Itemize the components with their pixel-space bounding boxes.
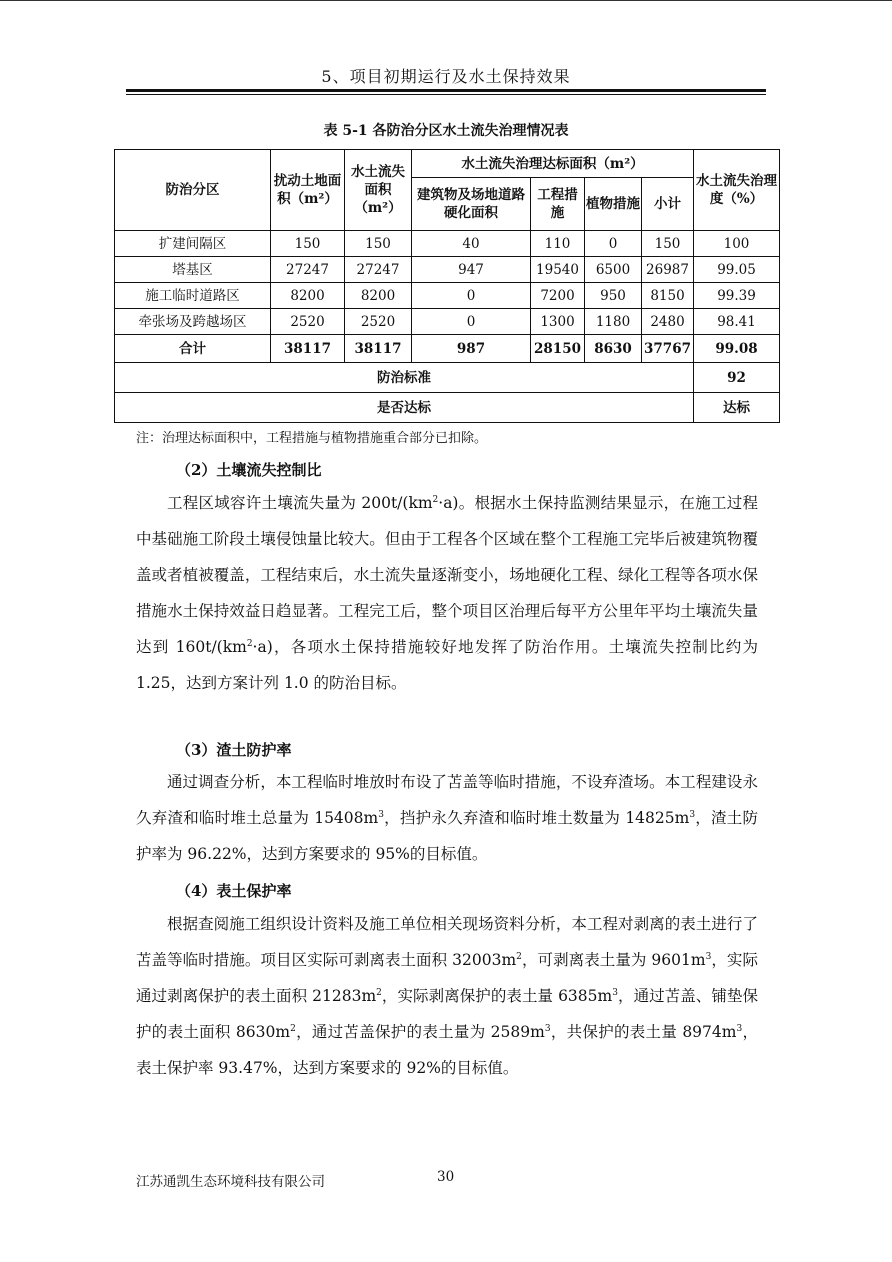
total-cell: 合计: [115, 335, 271, 363]
value-cell: 110: [531, 231, 585, 257]
value-cell: 99.39: [694, 283, 780, 309]
value-cell: 8200: [271, 283, 345, 309]
page-number: 30: [437, 1169, 455, 1185]
total-cell: 28150: [531, 335, 585, 363]
total-cell: 37767: [642, 335, 694, 363]
footer-company: 江苏通凯生态环境科技有限公司: [136, 1174, 325, 1190]
zone-name-cell: 牵张场及跨越场区: [115, 309, 271, 335]
chapter-header: 5、项目初期运行及水土保持效果: [321, 67, 571, 86]
section-3-title: （3）渣土防护率: [176, 741, 292, 759]
value-cell: 27247: [271, 257, 345, 283]
header-buildings: 建筑物及场地道路硬化面积: [412, 178, 531, 231]
table-row: [115, 257, 780, 283]
value-cell: 1180: [585, 309, 642, 335]
value-cell: 150: [642, 231, 694, 257]
top-border: [0, 0, 892, 1]
value-cell: 2480: [642, 309, 694, 335]
total-row: [115, 335, 780, 363]
header-loss-area: 水土流失面积（m²）: [345, 150, 412, 231]
value-cell: 6500: [585, 257, 642, 283]
section-2-paragraph: 工程区域容许土壤流失量为 $200t/(km^2\cdot a)$。根据水土保持监测结果显示，在施工过程中基础施工阶段土壤侵蚀量比较大。但由于工程各个区域在整个工程施工完毕后被建筑物覆盖或者植被覆盖，工程结束后，水土流失量逐渐变小，场地硬化工程、绿化工程等各项水保措施水土保持效益日趋显著。工程完工后，整个项目区治理后每平方公里年平均土壤流失量达到 $160t/(km^2\cdot a)$，各项水土保持措施较好地发挥了防治作用。土壤流失控制比约为 1.25，达到方案计列 1.0 的防治目标。: [136, 494, 759, 692]
zone-name-cell: 塔基区: [115, 257, 271, 283]
table-row: [115, 309, 780, 335]
value-cell: 947: [412, 257, 531, 283]
header-treated-group: 水土流失治理达标面积（m²）: [412, 150, 694, 178]
compliance-row: [115, 393, 780, 423]
value-cell: 2520: [271, 309, 345, 335]
value-cell: 150: [271, 231, 345, 257]
compliance-value: 达标: [694, 393, 780, 423]
value-cell: 0: [412, 283, 531, 309]
section-4-title: （4）表土保护率: [176, 882, 292, 900]
standard-label: 防治标准: [115, 363, 694, 393]
treatment-table: [114, 149, 780, 423]
standard-value: 92: [694, 363, 780, 393]
header-disturbed: 扰动土地面积（m²）: [271, 150, 345, 231]
value-cell: 7200: [531, 283, 585, 309]
header-zone: 防治分区: [115, 150, 271, 231]
total-cell: 99.08: [694, 335, 780, 363]
value-cell: 0: [585, 231, 642, 257]
total-cell: 8630: [585, 335, 642, 363]
header-engineering: 工程措施: [531, 178, 585, 231]
header-rate: 水土流失治理度（%）: [694, 150, 780, 231]
value-cell: 150: [345, 231, 412, 257]
zone-name-cell: 施工临时道路区: [115, 283, 271, 309]
value-cell: 8200: [345, 283, 412, 309]
header-vegetation: 植物措施: [585, 178, 642, 231]
value-cell: 27247: [345, 257, 412, 283]
value-cell: 8150: [642, 283, 694, 309]
value-cell: 98.41: [694, 309, 780, 335]
compliance-label: 是否达标: [115, 393, 694, 423]
zone-name-cell: 扩建间隔区: [115, 231, 271, 257]
table-row: [115, 283, 780, 309]
section-3-paragraph: 通过调查分析，本工程临时堆放时布设了苫盖等临时措施，不设弃渣场。本工程建设永久弃渣和临时堆土总量为 $15408m^3$，挡护永久弃渣和临时堆土数量为 $14825m^3$，渣土防护率为 96.22%，达到方案要求的 95%的目标值。: [136, 773, 758, 863]
table-caption: 表 5-1 各防治分区水土流失治理情况表: [323, 123, 569, 139]
value-cell: 100: [694, 231, 780, 257]
standard-row: [115, 363, 780, 393]
value-cell: 26987: [642, 257, 694, 283]
table-note: 注：治理达标面积中，工程措施与植物措施重合部分已扣除。: [136, 431, 488, 446]
header-subtotal: 小计: [642, 178, 694, 231]
value-cell: 2520: [345, 309, 412, 335]
value-cell: 950: [585, 283, 642, 309]
header-rule-thick: [126, 89, 766, 92]
total-cell: 987: [412, 335, 531, 363]
section-4-paragraph: 根据查阅施工组织设计资料及施工单位相关现场资料分析，本工程对剥离的表土进行了苫盖等临时措施。项目区实际可剥离表土面积 $32003m^2$，可剥离表土量为 $9601m^3$，实际通过剥离保护的表土面积 $21283m^2$，实际剥离保护的表土量 $6385m^3$，通过苫盖、铺垫保护的表土面积 $8630m^2$，通过苫盖保护的表土量为 $2589m^3$，共保护的表土量 $8974m^3$，表土保护率 93.47%，达到方案要求的 92%的目标值。: [136, 915, 758, 1077]
section-2-title: （2）土壤流失控制比: [176, 461, 322, 479]
value-cell: 1300: [531, 309, 585, 335]
total-cell: 38117: [345, 335, 412, 363]
header-rule-thin: [126, 94, 766, 95]
value-cell: 19540: [531, 257, 585, 283]
table-row: [115, 231, 780, 257]
value-cell: 40: [412, 231, 531, 257]
value-cell: 99.05: [694, 257, 780, 283]
value-cell: 0: [412, 309, 531, 335]
total-cell: 38117: [271, 335, 345, 363]
